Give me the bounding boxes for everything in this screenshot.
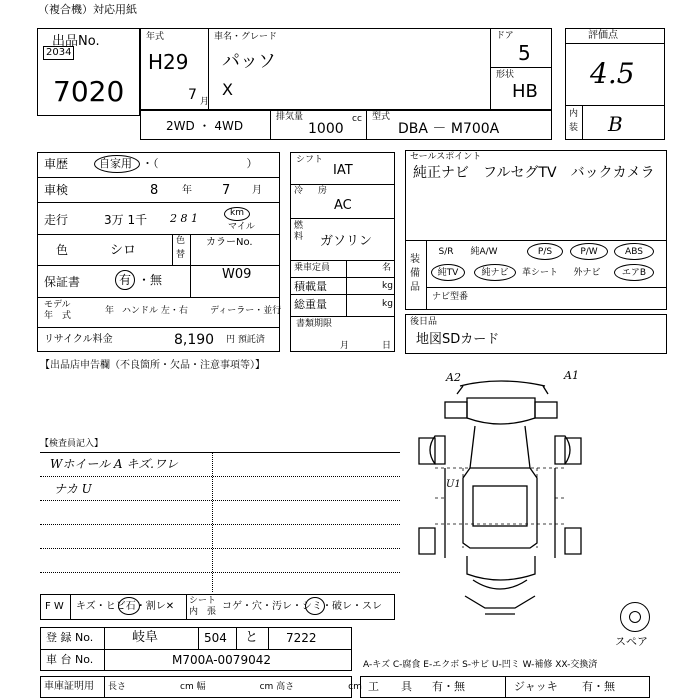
car-diagram <box>405 368 595 623</box>
grade-score: 4.5 <box>590 57 635 90</box>
reg-number: 7222 <box>286 631 317 645</box>
equip-ps: P/S <box>537 247 553 257</box>
usage-label: 車歴 <box>44 157 69 171</box>
warranty-label: 保証書 <box>44 275 81 289</box>
mileage-hand: 2 8 1 <box>170 212 198 225</box>
recycle-label: リサイクル料金 <box>44 334 113 345</box>
month-value: 7 <box>188 87 197 103</box>
navi-other: ナビ型番 <box>432 292 469 302</box>
reg-label: 登 録 No. <box>46 631 94 644</box>
mileage-label: 走行 <box>44 213 69 227</box>
recycle-unit: 円 預託済 <box>226 335 265 345</box>
name-label: 車名・グレード <box>214 32 278 42</box>
equip-alloy: 純A/W <box>470 247 498 257</box>
color-label: 色 <box>56 243 69 257</box>
period-month: 月 <box>340 341 350 351</box>
model-year-label-1: モデル <box>44 300 71 310</box>
warranty-rest: ・無 <box>138 273 163 287</box>
mileage-unit-mile: マイル <box>228 222 255 232</box>
model-year-unit: 年 <box>105 306 115 316</box>
recycle-value: 8,190 <box>174 332 215 348</box>
seat-label-1: シート <box>189 596 217 606</box>
equip-tv: 純TV <box>437 268 459 278</box>
damage-legend: A-キズ C-腐食 E-エクボ S-サビ U-凹ミ W-補修 XX-交換済 <box>363 660 598 670</box>
color-value: シロ <box>110 243 137 258</box>
displacement-unit: cc <box>352 114 362 124</box>
equip-sr: S/R <box>438 247 454 257</box>
equip-ext-navi: 外ナビ <box>573 268 601 278</box>
fuel-label-1: 燃 <box>294 221 304 231</box>
year-value: H29 <box>148 50 189 74</box>
model-year-label-2: 年 式 <box>44 311 72 321</box>
lot-number: 7020 <box>53 75 125 108</box>
inspection-month-unit: 月 <box>252 185 262 196</box>
fuel-value: ガソリン <box>320 234 373 249</box>
inspection-label: 車検 <box>44 183 69 197</box>
displacement-value: 1000 <box>308 121 344 137</box>
inspection-year-unit: 年 <box>182 185 192 196</box>
ac-label-2: 房 <box>318 186 328 196</box>
grade-value: X <box>222 80 233 99</box>
equip-label-1: 装 <box>410 254 420 265</box>
warranty-yes: 有 <box>119 273 132 287</box>
handle-value: ハンドル 左・右 <box>122 306 188 316</box>
year-label: 年式 <box>146 32 165 42</box>
lot-stamp: 2034 <box>43 46 74 60</box>
cert-row: 長さ cm 幅 cm 高さ cm <box>108 682 362 692</box>
load-label: 積載量 <box>294 280 327 293</box>
equip-abs: ABS <box>625 247 643 257</box>
model-name: パッソ <box>222 51 276 72</box>
seat-stain-circle <box>305 597 325 615</box>
inspector-label: 【検査員記入】 <box>40 439 104 449</box>
color-no-label: カラーNo. <box>206 237 253 248</box>
damage-mark-u1: U1 <box>446 479 461 490</box>
fw-crack-circle <box>118 597 140 615</box>
cert-label: 車庫証明用 <box>44 681 94 692</box>
tools-value: 有・無 <box>432 680 465 693</box>
shape-value: HB <box>512 81 538 102</box>
spare-label: スペア <box>615 635 648 648</box>
period-day: 日 <box>382 341 392 351</box>
inspector-note-1: Wホイール A キズ.ワレ <box>50 457 178 471</box>
ac-label-1: 冷 <box>294 186 304 196</box>
color-no-value: W09 <box>222 267 252 282</box>
header-note: （複合機）対応用紙 <box>38 3 137 16</box>
weight-label: 総重量 <box>294 298 327 311</box>
history-box <box>37 152 280 352</box>
interior-grade: B <box>608 112 623 136</box>
sales-label: セールスポイント <box>410 152 482 162</box>
dealer-value: ディーラー・並行 <box>210 306 282 316</box>
equip-navi: 純ナビ <box>481 268 509 278</box>
mileage-value: 3万 1千 <box>104 213 148 227</box>
ac-value: AC <box>334 198 352 213</box>
aftermarket-value: 地図SDカード <box>416 332 500 347</box>
sales-points: 純正ナビ フルセグTV バックカメラ <box>413 165 655 181</box>
inspection-month: 7 <box>222 183 231 198</box>
inspector-note-2: ナカ U <box>54 482 92 496</box>
usage-value: 自家用 <box>99 157 132 170</box>
declaration-label: 【出品店申告欄（不良箇所・欠品・注意事項等）】 <box>40 360 265 371</box>
fw-items: キズ・ヒビ石・割レ✕ <box>76 601 175 612</box>
jack-label: ジャッキ <box>514 680 558 693</box>
displacement-label: 排気量 <box>276 112 304 122</box>
interior-label-2: 装 <box>569 123 579 133</box>
lot-label: 出品No. <box>52 34 100 49</box>
equip-airbag: エアB <box>621 268 647 278</box>
damage-mark-a2: A2 <box>446 371 461 384</box>
usage-rest: ・（ ） <box>142 157 258 170</box>
equip-leather: 革シート <box>522 268 559 278</box>
shape-label: 形状 <box>496 70 515 80</box>
equip-label-3: 品 <box>410 282 420 293</box>
interior-label-1: 内 <box>569 109 579 119</box>
fuel-label-2: 料 <box>294 232 304 242</box>
reg-kana: と <box>245 630 259 645</box>
color-change-2: 替 <box>176 250 186 260</box>
mileage-unit-km: km <box>230 208 244 218</box>
month-unit: 月 <box>200 97 210 107</box>
shift-value: IAT <box>333 163 353 178</box>
spare-hub-icon <box>629 611 641 623</box>
chassis-value: M700A-0079042 <box>172 653 271 667</box>
chassis-label: 車 台 No. <box>46 653 94 666</box>
capacity-unit: 名 <box>382 263 392 273</box>
capacity-label: 乗車定員 <box>294 263 331 273</box>
load-unit: kg <box>382 281 393 291</box>
damage-mark-a1: A1 <box>564 369 579 382</box>
grade-label: 評価点 <box>588 30 618 41</box>
equip-pw: P/W <box>580 247 598 257</box>
door-value: 5 <box>518 41 531 65</box>
seat-label-2: 内 張 <box>189 607 217 617</box>
type-value: DBA － M700A <box>398 121 500 137</box>
seat-items: コゲ・穴・汚レ・シミ・破レ・スレ <box>222 601 382 612</box>
tools-label: 工 具 <box>368 680 412 693</box>
reg-area: 岐阜 <box>132 630 159 645</box>
weight-unit: kg <box>382 299 393 309</box>
shift-label: シフト <box>296 155 324 165</box>
period-label: 書類期限 <box>296 319 333 329</box>
reg-class: 504 <box>204 631 227 645</box>
type-label: 型式 <box>372 112 391 122</box>
aftermarket-label: 後日品 <box>410 317 438 327</box>
fw-label: F W <box>45 601 64 612</box>
inspection-year: 8 <box>150 183 159 198</box>
door-label: ドア <box>496 31 514 41</box>
equip-label-2: 備 <box>410 268 420 279</box>
drive-value: 2WD ・ 4WD <box>166 119 244 133</box>
jack-value: 有・無 <box>582 680 615 693</box>
color-change-1: 色 <box>176 236 186 246</box>
